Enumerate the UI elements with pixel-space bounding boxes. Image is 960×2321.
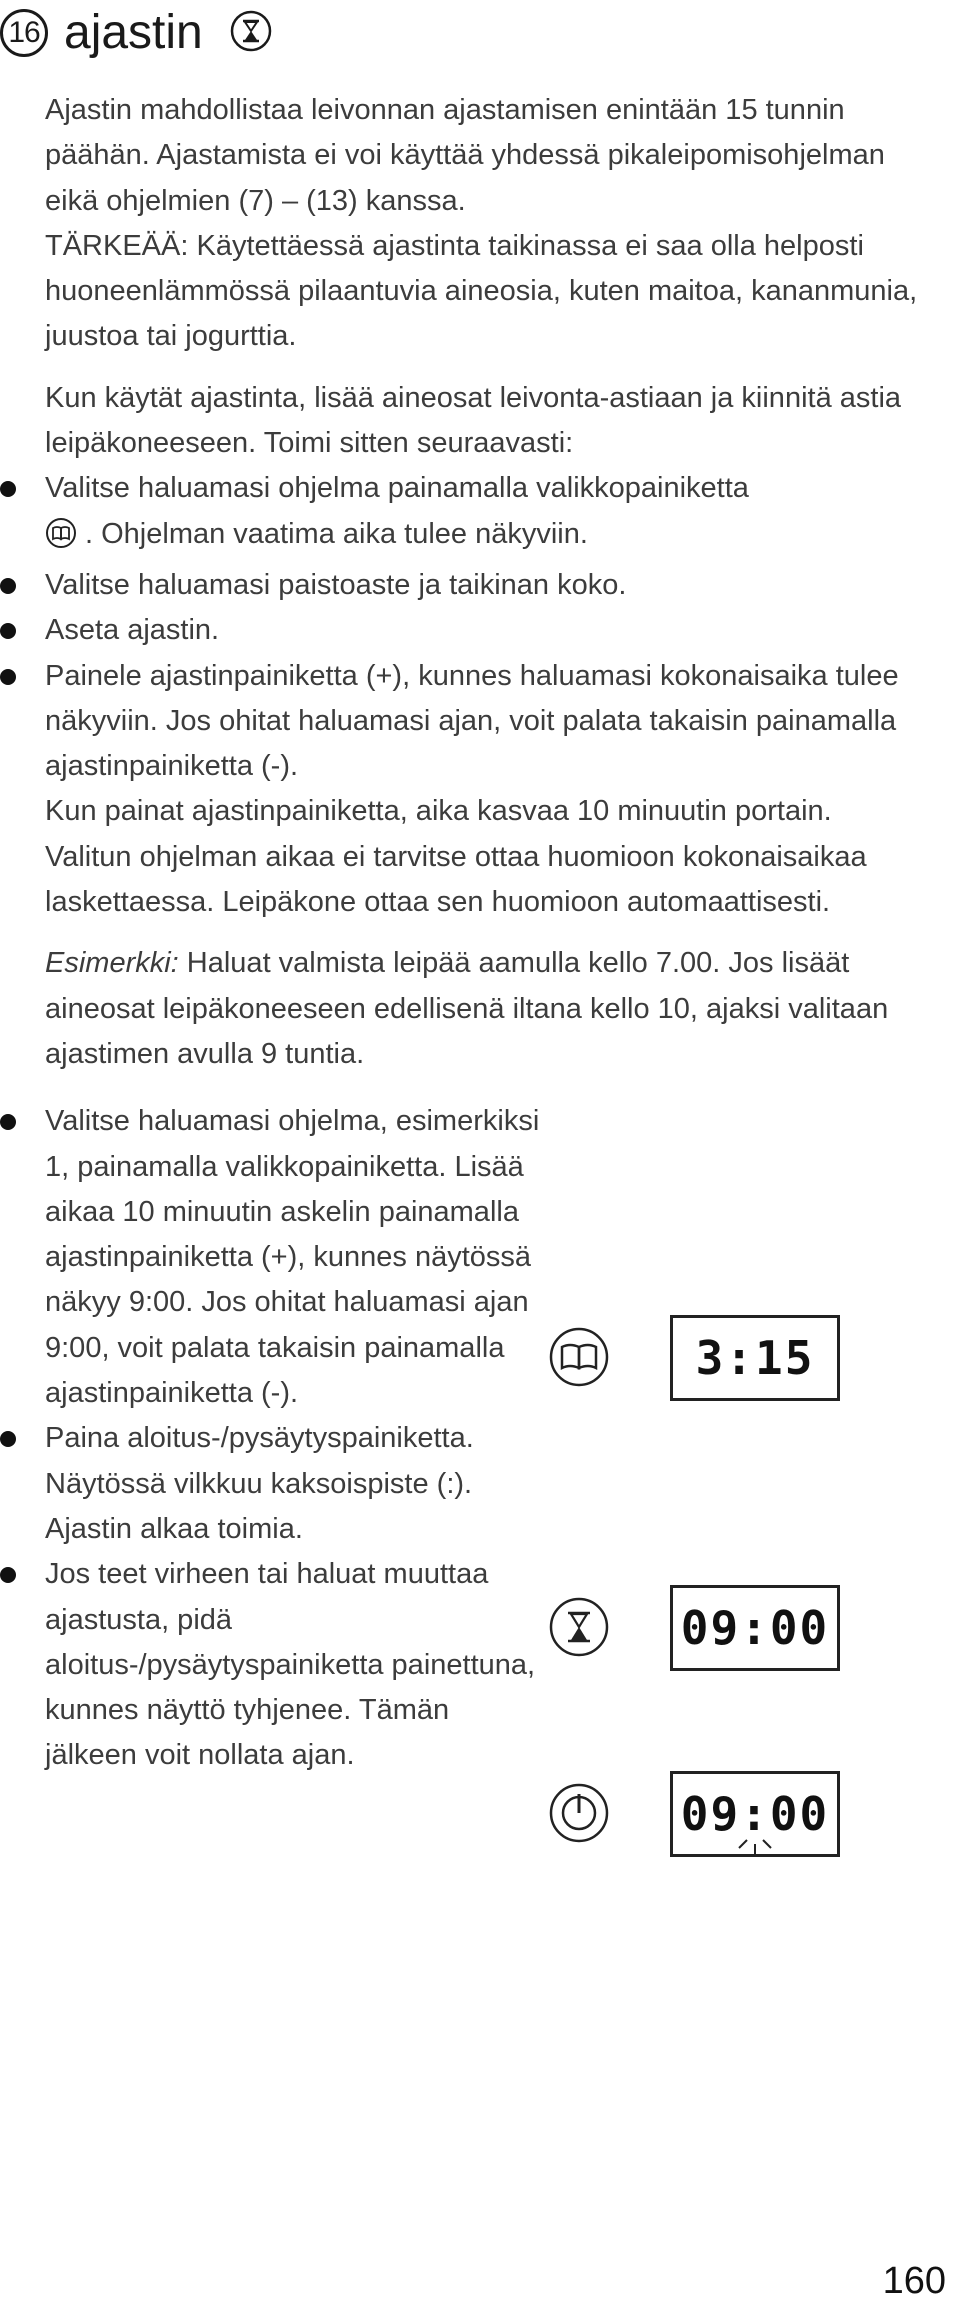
step-item: Painele ajastinpainiketta (+), kunnes haluamasi kokonaisaika tulee näkyviin. Jos ohitat haluamasi ajan, voit palata takaisin painamalla ajastinpainiketta (-). bbox=[45, 654, 925, 790]
example-step: Jos teet virheen tai haluat muuttaa ajastusta, pidä aloitus-/pysäytyspainiketta painettuna, kunnes näyttö tyhjenee. Tämän jälkeen voit nollata ajan. bbox=[45, 1552, 545, 1778]
section-title: ajastin bbox=[64, 6, 203, 59]
start-stop-icon bbox=[548, 1782, 610, 1849]
main-content bbox=[45, 88, 925, 1779]
example-paragraph: Esimerkki: Haluat valmista leipää aamulla kello 7.00. Jos lisäät aineosat leipäkoneeseen edellisenä iltana kello 10, ajaksi valitaan ajastimen avulla 9 tuntia. bbox=[45, 947, 889, 1070]
intro-paragraph: Ajastin mahdollistaa leivonnan ajastamisen enintään 15 tunnin päähän. Ajastamista ei voi käyttää yhdessä pikaleipomisohjelman eikä ohjelmien (7) – (13) kanssa. bbox=[45, 94, 885, 217]
section-header bbox=[0, 0, 960, 66]
menu-book-icon bbox=[548, 1326, 610, 1393]
important-note: TÄRKEÄÄ: Käytettäessä ajastinta taikinassa ei saa olla helposti huoneenlämmössä pilaantuvia aineosia, kuten maitoa, kananmunia, juustoa tai jogurttia. bbox=[45, 229, 918, 353]
menu-book-icon bbox=[45, 517, 77, 563]
lcd-display: 09:00 bbox=[670, 1585, 840, 1671]
page-number: 160 bbox=[882, 2260, 946, 2302]
example-label: Esimerkki: bbox=[45, 947, 179, 980]
section-number: 16 bbox=[0, 9, 48, 57]
lcd-display: 3:15 bbox=[670, 1315, 840, 1401]
hourglass-icon bbox=[229, 9, 273, 58]
hourglass-icon bbox=[548, 1596, 610, 1663]
lcd-display: 09:00 bbox=[670, 1771, 840, 1857]
timer-note: Kun painat ajastinpainiketta, aika kasvaa 10 minuutin portain. Valitun ohjelman aikaa ei tarvitse ottaa huomioon kokonaisaikaa laskettaessa. Leipäkone ottaa sen huomioon automaattisesti. bbox=[45, 795, 867, 919]
step-item: Aseta ajastin. bbox=[45, 608, 925, 653]
blink-indicator-icon bbox=[673, 1774, 843, 1860]
instruction-paragraph: Kun käytät ajastinta, lisää aineosat leivonta-astiaan ja kiinnitä astia leipäkoneeseen. Toimi sitten seuraavasti: bbox=[45, 381, 902, 460]
example-step: Valitse haluamasi ohjelma, esimerkiksi 1, painamalla valikkopainiketta. Lisää aikaa 10 minuutin askelin painamalla ajastinpainiketta (+), kunnes näytössä näkyy 9:00. Jos ohitat haluamasi ajan 9:00, voit palata takaisin painamalla ajastinpainiketta (-). bbox=[45, 1099, 545, 1416]
step-item: Valitse haluamasi ohjelma painamalla valikkopainiketta . Ohjelman vaatima aika tulee näkyviin. bbox=[45, 466, 925, 563]
step-item: Valitse haluamasi paistoaste ja taikinan koko. bbox=[45, 563, 925, 608]
example-step: Paina aloitus-/pysäytyspainiketta. Näytössä vilkkuu kaksoispiste (:). Ajastin alkaa toimia. bbox=[45, 1416, 545, 1552]
